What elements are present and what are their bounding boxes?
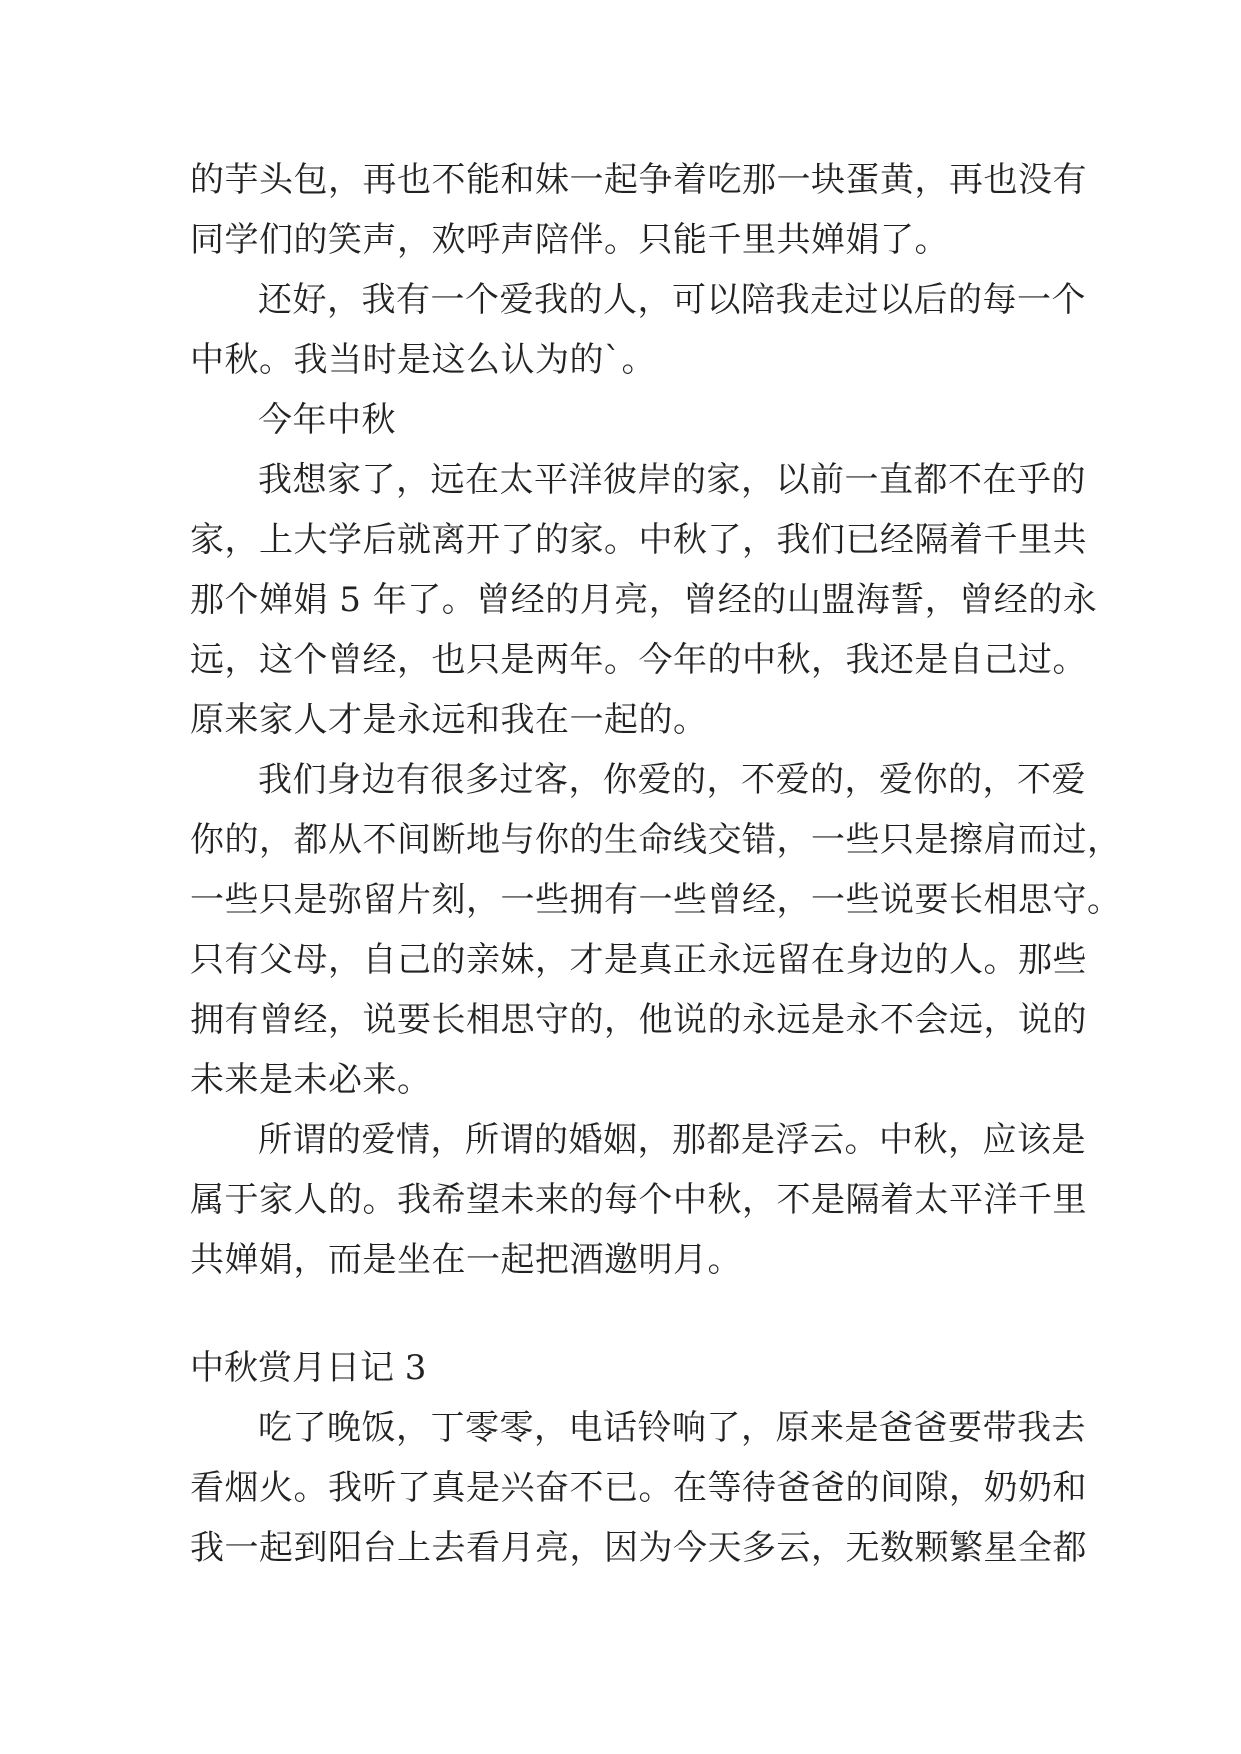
text-line: 中秋。我当时是这么认为的`。 [190, 340, 656, 380]
text-line: 所谓的爱情，所谓的婚姻，那都是浮云。中秋，应该是 [258, 1120, 1086, 1160]
text-line: 同学们的笑声，欢呼声陪伴。只能千里共婵娟了。 [190, 220, 949, 260]
text-line: 还好，我有一个爱我的人，可以陪我走过以后的每一个 [258, 280, 1086, 320]
text-line: 我们身边有很多过客，你爱的，不爱的，爱你的，不爱 [258, 760, 1086, 800]
text-line: 你的，都从不间断地与你的生命线交错，一些只是擦肩而过， [190, 820, 1122, 860]
text-line: 属于家人的。我希望未来的每个中秋，不是隔着太平洋千里 [190, 1180, 1087, 1220]
text-line: 我想家了，远在太平洋彼岸的家，以前一直都不在乎的 [258, 460, 1086, 500]
text-line: 只有父母，自己的亲妹，才是真正永远留在身边的人。那些 [190, 940, 1087, 980]
text-line: 远，这个曾经，也只是两年。今年的中秋，我还是自己过。 [190, 640, 1087, 680]
text-line: 原来家人才是永远和我在一起的。 [190, 700, 708, 740]
section-gap [190, 1290, 1070, 1338]
section-heading: 中秋赏月日记 3 [190, 1348, 427, 1388]
paragraph-6 [190, 1110, 1087, 1290]
paragraph-7 [190, 1398, 1087, 1578]
text-line: 家，上大学后就离开了的家。中秋了，我们已经隔着千里共 [190, 520, 1087, 560]
paragraph-3 [190, 390, 1070, 450]
text-line: 那个婵娟 5 年了。曾经的月亮，曾经的山盟海誓，曾经的永 [190, 580, 1098, 620]
text-line: 今年中秋 [258, 400, 396, 440]
text-line: 未来是未必来。 [190, 1060, 432, 1100]
text-line: 一些只是弥留片刻，一些拥有一些曾经，一些说要长相思守。 [190, 880, 1122, 920]
text-line: 看烟火。我听了真是兴奋不已。在等待爸爸的间隙，奶奶和 [190, 1468, 1087, 1508]
text-line: 共婵娟，而是坐在一起把酒邀明月。 [190, 1240, 742, 1280]
paragraph-1 [190, 150, 1087, 270]
text-line: 的芋头包，再也不能和妹一起争着吃那一块蛋黄，再也没有 [190, 160, 1087, 200]
paragraph-4 [190, 450, 1098, 750]
paragraph-2 [190, 270, 1086, 390]
paragraph-5 [190, 750, 1122, 1110]
text-line: 吃了晚饭，丁零零，电话铃响了，原来是爸爸要带我去 [258, 1408, 1086, 1448]
text-line: 我一起到阳台上去看月亮，因为今天多云，无数颗繁星全都 [190, 1528, 1087, 1568]
document-page [190, 150, 1122, 1578]
text-line: 拥有曾经，说要长相思守的，他说的永远是永不会远，说的 [190, 1000, 1087, 1040]
